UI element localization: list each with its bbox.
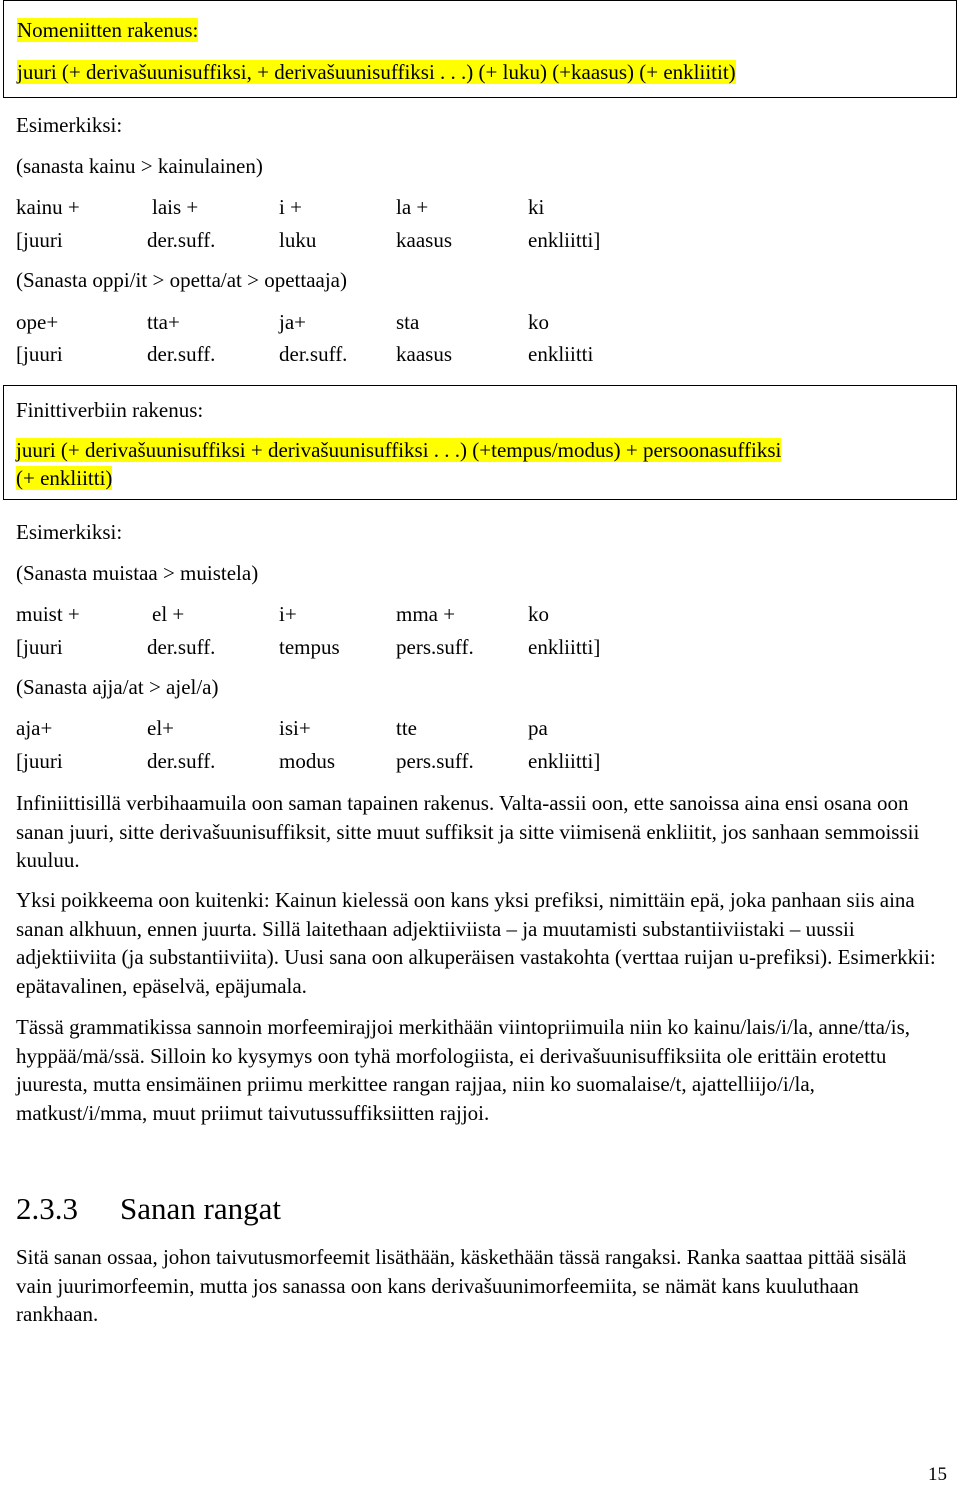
morpheme: mma +	[396, 602, 456, 626]
gloss: pers.suff.	[396, 749, 474, 773]
verb-structure-box	[3, 385, 957, 500]
noun-examples-label: Esimerkiksi:	[16, 113, 123, 137]
gloss: pers.suff.	[396, 635, 474, 659]
gloss: der.suff.	[147, 749, 216, 773]
gloss: [juuri	[16, 749, 63, 773]
morpheme: tta+	[147, 310, 180, 334]
noun-structure-formula: juuri (+ derivašuunisuffiksi, + derivašuunisuffiksi . . .) (+ luku) (+kaasus) (+ enkliitit)	[17, 60, 736, 84]
verb-example-2-source: (Sanasta ajja/at > ajel/a)	[16, 675, 219, 699]
verb-example-2-gloss	[0, 749, 960, 773]
morpheme: la +	[396, 195, 429, 219]
morpheme: ko	[528, 602, 549, 626]
section-body: Sitä sanan ossaa, johon taivutusmorfeemit lisäthään, käskethään tässä rangaksi. Ranka saattaa pittää sisälä vain juurimorfeemin, mutta jos sanassa oon kans derivašuunimorfeemiita, se nämät kans kuuluthaan rankhaan.	[16, 1245, 907, 1326]
morpheme: isi+	[279, 716, 311, 740]
gloss: der.suff.	[147, 342, 216, 366]
section-title: Sanan rangat	[120, 1191, 281, 1226]
verb-structure-title: Finittiverbiin rakenus:	[16, 398, 204, 422]
gloss: enkliitti]	[528, 228, 601, 252]
gloss: [juuri	[16, 635, 63, 659]
paragraph-infinitives: Infiniittisillä verbihaamuila oon saman tapainen rakenus. Valta-assii oon, ette sanoissa aina ensi osana oon sanan juuri, sitte derivašuunisuffiksit, sitte muut suffiksit ja sitte viimisenä enkliitit, jos sanhaan semmoissii kuuluu.	[16, 791, 920, 872]
morpheme: tte	[396, 716, 417, 740]
morpheme: i +	[279, 195, 302, 219]
gloss: der.suff.	[279, 342, 348, 366]
noun-example-1-morphemes	[0, 195, 960, 219]
noun-structure-box	[3, 0, 957, 98]
gloss: enkliitti	[528, 342, 594, 366]
noun-example-1-source: (sanasta kainu > kainulainen)	[16, 154, 263, 178]
paragraph-morpheme-boundaries: Tässä grammatikissa sannoin morfeemirajjoi merkithään viintopriimuila niin ko kainu/lais/i/la, anne/tta/is, hyppää/mä/ssä. Silloin ko kysymys oon tyhä morfologiista, ei derivašuunisuffiksiita ole erittäin erotettu juuresta, mutta ensimäinen priimu merkittee rangan rajjaa, niin ko suomalaise/t, ajattelliijo/i/la, matkust/i/mma, muut priimut taivutussuffiksiitten rajjoi.	[16, 1015, 911, 1125]
morpheme: ja+	[279, 310, 306, 334]
morpheme: ope+	[16, 310, 59, 334]
morpheme: sta	[396, 310, 420, 334]
gloss: der.suff.	[147, 635, 216, 659]
morpheme: pa	[528, 716, 548, 740]
noun-example-2-morphemes	[0, 310, 960, 334]
morpheme: aja+	[16, 716, 53, 740]
verb-example-2-morphemes	[0, 716, 960, 740]
morpheme: ko	[528, 310, 549, 334]
noun-example-1-gloss	[0, 228, 960, 252]
gloss: tempus	[279, 635, 340, 659]
noun-example-2-gloss	[0, 342, 960, 366]
verb-structure-formula-line2: (+ enkliitti)	[16, 466, 113, 490]
gloss: der.suff.	[147, 228, 216, 252]
morpheme: ki	[528, 195, 545, 219]
verb-examples-label: Esimerkiksi:	[16, 520, 123, 544]
gloss: [juuri	[16, 228, 63, 252]
verb-example-1-gloss	[0, 635, 960, 659]
morpheme: el +	[152, 602, 185, 626]
morpheme: i+	[279, 602, 297, 626]
verb-structure-formula-line1: juuri (+ derivašuunisuffiksi + derivašuunisuffiksi . . .) (+tempus/modus) + persoonasuffiksi	[16, 438, 782, 462]
page-number: 15	[928, 1464, 947, 1485]
gloss: kaasus	[396, 228, 452, 252]
morpheme: kainu +	[16, 195, 80, 219]
paragraph-prefix: Yksi poikkeema oon kuitenki: Kainun kielessä oon kans yksi prefiksi, nimittäin epä, joka panhaan siis aina sanan alkhuun, ennen juurta. Sillä laitethaan adjektiiviista – ja muutamisti substantiiviistaki – uussii adjektiiviita (ja substantiiviita). Uusi sana oon alkuperäisen vastakohta (verttaa ruijan u-prefiksi). Esimerkkii: epätavalinen, epäselvä, epäjumala.	[16, 888, 936, 998]
morpheme: muist +	[16, 602, 80, 626]
gloss: enkliitti]	[528, 749, 601, 773]
gloss: luku	[279, 228, 317, 252]
gloss: kaasus	[396, 342, 452, 366]
morpheme: lais +	[152, 195, 199, 219]
gloss: enkliitti]	[528, 635, 601, 659]
noun-structure-title: Nomeniitten rakenus:	[17, 18, 199, 42]
verb-example-1-morphemes	[0, 602, 960, 626]
morpheme: el+	[147, 716, 174, 740]
gloss: modus	[279, 749, 336, 773]
verb-example-1-source: (Sanasta muistaa > muistela)	[16, 561, 259, 585]
gloss: [juuri	[16, 342, 63, 366]
section-heading	[16, 1190, 281, 1228]
section-number: 2.3.3	[16, 1191, 78, 1226]
noun-example-2-source: (Sanasta oppi/it > opetta/at > opettaaja)	[16, 268, 347, 292]
